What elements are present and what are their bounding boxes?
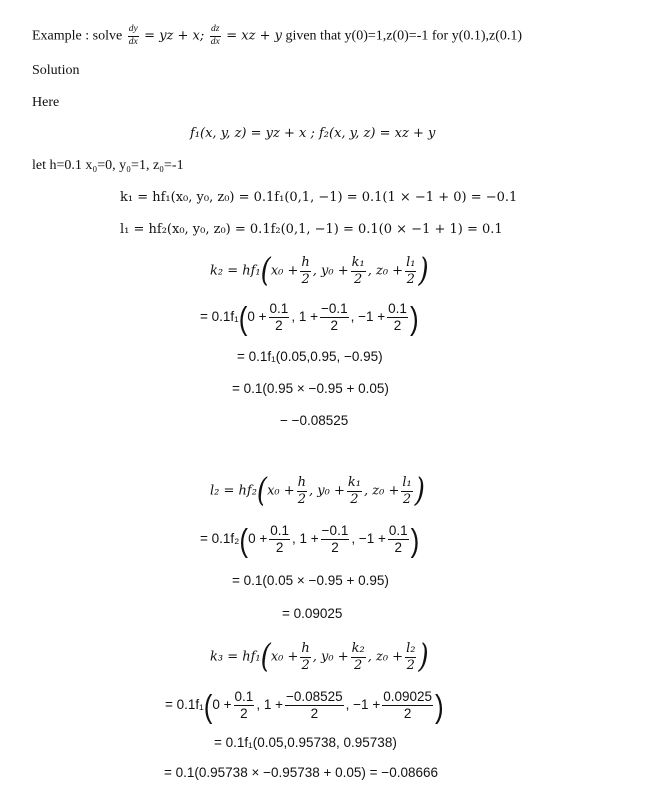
equation-2-rhs: = xz + y — [226, 28, 282, 44]
fraction: $\frac{-0.1}{2}$ — [320, 301, 348, 334]
fraction: $\frac{-0.08525}{2}$ — [285, 689, 343, 722]
k2-formula: k₂ = hf₁(x₀ + $\frac{h}{2}$ , y₀ + $\frac{\text{k₁}}{2}$ , z₀ + $\frac{\text{l₁}}{2}$ ) — [210, 252, 429, 290]
fraction: $\frac{0.1}{2}$ — [388, 301, 407, 334]
example-suffix: given that y(0)=1,z(0)=-1 for y(0.1),z(0.1) — [285, 28, 523, 44]
fraction: $\frac{-0.1}{2}$ — [321, 523, 349, 556]
fraction: $\frac{h}{2}$ — [297, 475, 307, 507]
dy-dx-fraction: $\frac{dy}{dx}$ — [128, 24, 138, 47]
k3-substitution: = 0.1f₁(0 + $\frac{0.1}{2}$ , 1 + $\frac{-0.08525}{2}$ , −1 + $\frac{0.09025}{2}$ ) — [165, 686, 444, 725]
fraction: $\frac{h}{2}$ — [301, 255, 310, 287]
fraction: $\frac{\text{k₁}}{2}$ — [351, 255, 365, 287]
fraction: $\frac{0.1}{2}$ — [388, 523, 408, 556]
fraction: $\frac{0.1}{2}$ — [269, 301, 289, 334]
fraction: $\frac{h}{2}$ — [301, 641, 310, 673]
fraction: $\frac{\text{l₁}}{2}$ — [406, 255, 416, 287]
l2-result: = 0.09025 — [282, 606, 343, 621]
k2-result: − −0.08525 — [280, 413, 349, 428]
fraction: $\frac{\text{k₂}}{2}$ — [351, 641, 365, 673]
k1-equation: k₁ = hf₁(x₀, y₀, z₀) = 0.1f₁(0,1, −1) = 0.1(1 × −1 + 0) = −0.1 — [120, 190, 518, 205]
equation-1-rhs: = yz + x; — [144, 28, 205, 44]
k3-result: = 0.1(0.95738 × −0.95738 + 0.05) = −0.08666 — [164, 765, 438, 780]
l2-substitution: = 0.1f₂(0 + $\frac{0.1}{2}$ , 1 + $\frac{-0.1}{2}$ , −1 + $\frac{0.1}{2}$ ) — [200, 520, 420, 559]
l2-evaluation: = 0.1(0.05 × −0.95 + 0.95) — [232, 573, 389, 588]
k2-expansion: = 0.1(0.95 × −0.95 + 0.05) — [232, 381, 389, 396]
here-label: Here — [32, 95, 60, 110]
l2-formula: l₂ = hf₂(x₀ + $\frac{h}{2}$ , y₀ + $\frac{\text{k₁}}{2}$ , z₀ + $\frac{\text{l₁}}{2}$ ) — [210, 472, 425, 510]
fraction: $\frac{0.09025}{2}$ — [383, 689, 433, 722]
fraction: $\frac{0.1}{2}$ — [270, 523, 290, 556]
fraction: $\frac{\text{l₂}}{2}$ — [406, 641, 416, 673]
k3-formula: k₃ = hf₁(x₀ + $\frac{h}{2}$ , y₀ + $\frac{\text{k₂}}{2}$ , z₀ + $\frac{\text{l₂}}{2}$ ) — [210, 638, 429, 676]
k2-evaluation: = 0.1f₁(0.05,0.95, −0.95) — [237, 349, 383, 364]
l1-equation: l₁ = hf₂(x₀, y₀, z₀) = 0.1f₂(0,1, −1) = 0.1(0 × −1 + 1) = 0.1 — [120, 222, 503, 237]
initial-values: let h=0.1 x₀=0, y₀=1, z₀=-1 — [32, 158, 184, 173]
dz-dx-fraction: $\frac{dz}{dx}$ — [210, 24, 220, 47]
fraction: $\frac{\text{k₁}}{2}$ — [347, 475, 361, 507]
k2-substitution: = 0.1f₁(0 + $\frac{0.1}{2}$ , 1 + $\frac{-0.1}{2}$ , −1 + $\frac{0.1}{2}$ ) — [200, 298, 419, 337]
fraction: $\frac{\text{l₁}}{2}$ — [402, 475, 412, 507]
example-prefix: Example : solve — [32, 28, 123, 44]
fraction: $\frac{0.1}{2}$ — [234, 689, 254, 722]
function-definitions: f₁(x, y, z) = yz + x ; f₂(x, y, z) = xz + y — [190, 126, 436, 141]
solution-heading: Solution — [32, 63, 80, 78]
example-statement — [32, 25, 522, 48]
k3-evaluation: = 0.1f₁(0.05,0.95738, 0.95738) — [214, 735, 397, 750]
